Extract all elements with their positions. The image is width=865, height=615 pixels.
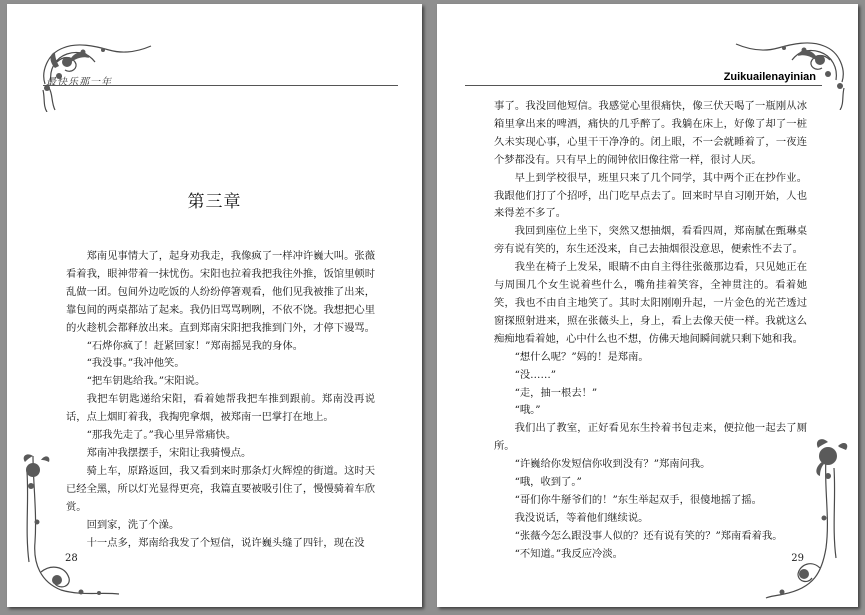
- paragraph: “把车钥匙给我。”宋阳说。: [86, 375, 206, 388]
- paragraph: 早上到学校很早，班里只来了几个同学，其中两个正在抄作业。我跟他们打了个招呼，出门吃早点去了。回来时早自习刚开始，人也来得差不多了。: [494, 171, 807, 220]
- paragraph: 郑南见事情大了，起身劝我走，我像疯了一样冲许巍大叫。张薇看着我，眼神带着一抹忧伤。宋阳也拉着我把我往外推，饭馆里顿时乱做一团。包间外边吃饭的人纷纷停箸观看，他们见我被推了出来，靠包间的两桌都站了起来。我仍旧骂骂咧咧，不依不饶。我想把心里的火趁机会都释放出来。直到郑南宋阳把我推到门外，才停下谩骂。: [66, 250, 375, 334]
- page-number: 28: [65, 553, 78, 564]
- running-header: 最快乐那一年: [46, 77, 112, 88]
- paragraph: “我没事。”我冲他笑。: [86, 357, 185, 370]
- paragraph: 我坐在椅子上发呆，眼睛不由自主得往张薇那边看，只见她正在与周围几个女生说着些什么，嘴角挂着笑容，全神贯注的。看着她笑，我也不由自主地笑了。其时太阳刚刚升起，一片金色的光芒透过窗探照射进来，照在张薇头上，身上，看上去像天使一样。我就这么痴痴地看着她，心中什么也不想，仿佛天地间瞬间就只剩下她和我。: [494, 261, 807, 345]
- paragraph: 郑南冲我摆摆手，宋阳让我骑慢点。: [86, 446, 252, 459]
- paragraph: 我们出了教室，正好看见东生拎着书包走来，便拉他一起去了厕所。: [494, 422, 807, 453]
- paragraph: “那我先走了。”我心里异常痛快。: [86, 429, 237, 442]
- right-body-text: [494, 98, 807, 564]
- corner-ornament-bottom-right: [764, 438, 854, 603]
- corner-ornament-bottom-left: [11, 452, 121, 602]
- paragraph: 我回到座位上坐下，突然又想抽烟，看看四周，郑南腻在甄琳桌旁有说有笑的，东生还没来，自己去抽烟很没意思，便索性不去了。: [494, 225, 807, 256]
- paragraph: “许巍给你发短信你收到没有？”郑南问我。: [514, 458, 711, 471]
- paragraph: “石烨你疯了！赶紧回家！”郑南摇晃我的身体。: [86, 339, 304, 352]
- paragraph: “哥们你牛掰爷们的！”东生举起双手，很傻地摇了摇。: [514, 493, 762, 506]
- header-rule: [465, 85, 822, 86]
- paragraph: “没……”: [514, 368, 557, 381]
- paragraph: “想什么呢？”妈的！是郑南。: [514, 350, 649, 363]
- paragraph: 事了。我没回他短信。我感觉心里很痛快，像三伏天喝了一瓶刚从冰箱里拿出来的啤酒，痛快的几乎醉了。我躺在床上，好像了却了一桩久未实现心事，心里干干净净的。闭上眼，不一会就睡着了，一夜连个梦都没有。只有早上的闹钟依旧像往常一样，很讨人厌。: [494, 100, 807, 166]
- paragraph: 我没说话，等着他们继续说。: [514, 511, 649, 524]
- paragraph: 我把车钥匙递给宋阳，看着她帮我把车推到跟前。郑南没再说话，点上烟盯着我，我掏兜拿烟，被郑南一巴掌打在地上。: [66, 393, 375, 424]
- page-number: 29: [791, 553, 804, 564]
- header-rule: [43, 85, 398, 86]
- paragraph: 回到家，洗了个澡。: [86, 518, 180, 531]
- paragraph: 十一点多，郑南给我发了个短信，说许巍头缝了四针，现在没: [86, 536, 365, 549]
- corner-ornament-top-left: [37, 32, 157, 112]
- right-page: [437, 4, 858, 607]
- left-page: [7, 4, 422, 607]
- running-header: Zuikuailenayinian: [723, 71, 816, 83]
- paragraph: “哦。”: [514, 404, 541, 417]
- paragraph: “哦，收到了。”: [514, 476, 582, 489]
- paragraph: “张薇今怎么跟没事人似的？还有说有笑的？”郑南看着我。: [514, 529, 783, 542]
- chapter-title: 第三章: [187, 192, 242, 212]
- paragraph: “不知道。”我反应冷淡。: [514, 547, 623, 560]
- paragraph: “走，抽一根去！”: [514, 386, 598, 399]
- paragraph: 骑上车，原路返回，我又看到来时那条灯火辉煌的街道。这时天已经全黑，所以灯光显得更亮，我篇直要被吸引住了，慢慢骑着车欣赏。: [66, 464, 375, 513]
